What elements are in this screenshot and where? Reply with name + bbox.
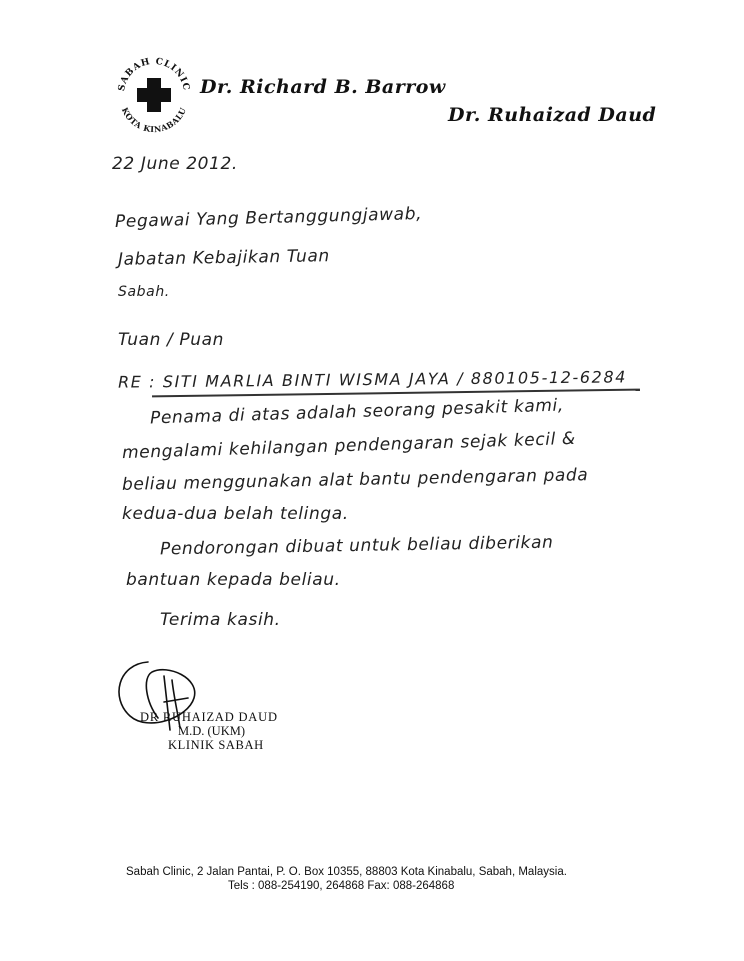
letter-date: 22 June 2012.: [112, 154, 238, 174]
footer-contact: Tels : 088-254190, 264868 Fax: 088-264868: [228, 880, 455, 892]
doctor-name-2: Dr. Ruhaizad Daud: [448, 104, 657, 126]
signatory-name: DR RUHAIZAD DAUD: [140, 710, 278, 724]
body-line: mengalami kehilangan pendengaran sejak kecil &: [121, 428, 577, 464]
body-line: kedua-dua belah telinga.: [122, 504, 349, 524]
closing-line: Terima kasih.: [160, 610, 281, 630]
footer-address: Sabah Clinic, 2 Jalan Pantai, P. O. Box 10355, 88803 Kota Kinabalu, Sabah, Malaysia.: [126, 866, 567, 878]
body-line: beliau menggunakan alat bantu pendengaran pada: [121, 465, 589, 495]
seal-text-bottom: KOTA KINABALU: [119, 105, 189, 135]
clinic-seal-logo: [108, 48, 200, 140]
signatory-qualification: M.D. (UKM): [178, 724, 246, 738]
salutation: Tuan / Puan: [118, 330, 224, 350]
address-line-3: Sabah.: [118, 284, 170, 300]
address-line-2: Jabatan Kebajikan Tuan: [117, 246, 331, 270]
doctor-name-1: Dr. Richard B. Barrow: [200, 76, 446, 98]
signatory-clinic: KLINIK SABAH: [168, 738, 264, 752]
medical-cross-icon: [137, 78, 171, 112]
body-line: Pendorongan dibuat untuk beliau diberikan: [159, 532, 554, 560]
address-line-1: Pegawai Yang Bertanggungjawab,: [114, 203, 423, 233]
seal-text-top: SABAH CLINIC: [117, 56, 192, 93]
body-line: bantuan kepada beliau.: [126, 570, 341, 590]
body-line: Penama di atas adalah seorang pesakit kami,: [149, 395, 565, 429]
subject-line: RE : SITI MARLIA BINTI WISMA JAYA / 880105-12-6284: [117, 367, 628, 392]
